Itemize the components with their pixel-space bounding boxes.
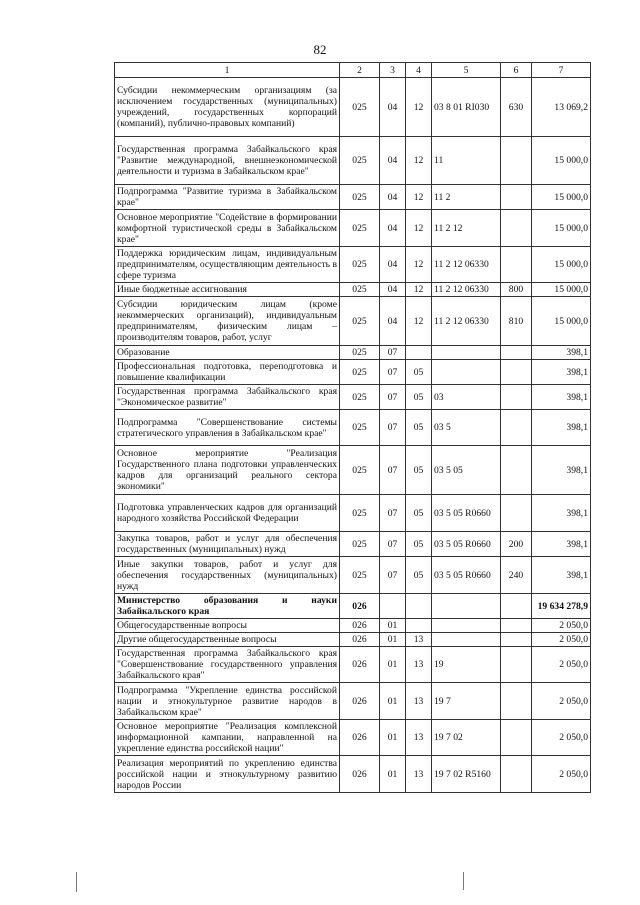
row-rz-cell: 07 [380, 360, 406, 385]
row-ved-cell: 025 [340, 210, 380, 247]
row-name-cell: Иные закупки товаров, работ и услуг для обеспечения государственных (муниципальных) нужд [115, 557, 340, 594]
row-pr-cell: 12 [406, 247, 432, 283]
row-amount-cell: 398,1 [532, 532, 591, 557]
header-cell: 1 [115, 63, 340, 78]
row-rz-cell: 04 [380, 210, 406, 247]
row-amount-cell: 15 000,0 [532, 297, 591, 346]
margin-mark [76, 872, 77, 892]
row-amount-cell: 15 000,0 [532, 210, 591, 247]
row-csr-cell: 19 7 [432, 683, 501, 720]
row-vr-cell [501, 495, 532, 532]
row-pr-cell: 13 [406, 683, 432, 720]
table-row [115, 647, 591, 683]
row-rz-cell: 07 [380, 495, 406, 532]
row-amount-cell: 15 000,0 [532, 247, 591, 283]
row-rz-cell: 07 [380, 532, 406, 557]
row-amount-cell: 398,1 [532, 495, 591, 532]
header-cell: 6 [501, 63, 532, 78]
row-vr-cell [501, 633, 532, 647]
table-row [115, 594, 591, 619]
row-pr-cell [406, 346, 432, 360]
row-name-cell: Образование [115, 346, 340, 360]
row-ved-cell: 025 [340, 185, 380, 210]
row-ved-cell: 026 [340, 647, 380, 683]
table-row [115, 495, 591, 532]
row-rz-cell: 04 [380, 247, 406, 283]
row-pr-cell: 12 [406, 78, 432, 137]
table-row [115, 78, 591, 137]
row-csr-cell: 11 2 12 [432, 210, 501, 247]
row-vr-cell: 240 [501, 557, 532, 594]
table-row [115, 720, 591, 756]
row-amount-cell: 15 000,0 [532, 137, 591, 185]
row-ved-cell: 026 [340, 756, 380, 793]
row-ved-cell: 025 [340, 137, 380, 185]
table-row [115, 360, 591, 385]
table-row [115, 283, 591, 297]
row-pr-cell: 12 [406, 210, 432, 247]
row-amount-cell: 13 069,2 [532, 78, 591, 137]
row-csr-cell: 03 [432, 385, 501, 410]
row-rz-cell: 01 [380, 683, 406, 720]
row-name-cell: Иные бюджетные ассигнования [115, 283, 340, 297]
row-rz-cell: 01 [380, 633, 406, 647]
page-number: 82 [313, 42, 327, 57]
row-ved-cell: 025 [340, 78, 380, 137]
row-csr-cell: 11 2 [432, 185, 501, 210]
row-amount-cell: 398,1 [532, 410, 591, 446]
row-rz-cell: 07 [380, 346, 406, 360]
row-rz-cell: 07 [380, 557, 406, 594]
row-csr-cell [432, 594, 501, 619]
row-pr-cell: 05 [406, 410, 432, 446]
row-csr-cell: 03 5 05 R0660 [432, 532, 501, 557]
row-ved-cell: 026 [340, 594, 380, 619]
row-rz-cell: 07 [380, 410, 406, 446]
table-row [115, 532, 591, 557]
row-rz-cell: 01 [380, 619, 406, 633]
row-name-cell: Подпрограмма "Укрепление единства российской нации и этнокультурное развитие народов в Забайкальском крае" [115, 683, 340, 720]
row-name-cell: Основное мероприятие "Содействие в формировании комфортной туристической среды в Забайкальском крае" [115, 210, 340, 247]
row-ved-cell: 025 [340, 410, 380, 446]
row-vr-cell [501, 619, 532, 633]
row-csr-cell: 11 2 12 06330 [432, 283, 501, 297]
row-amount-cell: 2 050,0 [532, 647, 591, 683]
table-row [115, 247, 591, 283]
row-vr-cell: 800 [501, 283, 532, 297]
row-csr-cell [432, 633, 501, 647]
table-row [115, 297, 591, 346]
row-csr-cell: 19 7 02 [432, 720, 501, 756]
row-vr-cell [501, 360, 532, 385]
row-vr-cell [501, 594, 532, 619]
row-name-cell: Закупка товаров, работ и услуг для обеспечения государственных (муниципальных) нужд [115, 532, 340, 557]
row-name-cell: Субсидии юридическим лицам (кроме некоммерческих организаций), индивидуальным предпринимателям, физическим лицам – производителям товаров, работ, услуг [115, 297, 340, 346]
row-csr-cell: 03 5 05 R0660 [432, 495, 501, 532]
margin-mark [463, 872, 464, 890]
row-ved-cell: 025 [340, 446, 380, 495]
row-pr-cell: 05 [406, 360, 432, 385]
row-csr-cell: 03 8 01 RI030 [432, 78, 501, 137]
row-pr-cell: 12 [406, 283, 432, 297]
row-vr-cell [501, 410, 532, 446]
row-pr-cell [406, 594, 432, 619]
row-rz-cell: 04 [380, 297, 406, 346]
row-name-cell: Государственная программа Забайкальского края "Развитие международной, внешнеэкономической деятельности и туризма в Забайкальском крае" [115, 137, 340, 185]
row-rz-cell: 04 [380, 137, 406, 185]
header-cell: 5 [432, 63, 501, 78]
row-csr-cell: 03 5 05 R0660 [432, 557, 501, 594]
row-csr-cell: 11 2 12 06330 [432, 297, 501, 346]
row-ved-cell: 025 [340, 283, 380, 297]
table-row [115, 185, 591, 210]
row-ved-cell: 026 [340, 720, 380, 756]
row-ved-cell: 026 [340, 683, 380, 720]
row-vr-cell [501, 385, 532, 410]
row-pr-cell: 13 [406, 647, 432, 683]
row-vr-cell [501, 210, 532, 247]
row-name-cell: Другие общегосударственные вопросы [115, 633, 340, 647]
row-amount-cell: 398,1 [532, 446, 591, 495]
row-name-cell: Основное мероприятие "Реализация комплексной информационной кампании, направленной на укрепление единства российской нации" [115, 720, 340, 756]
header-cell: 3 [380, 63, 406, 78]
row-vr-cell [501, 756, 532, 793]
table-body [115, 78, 591, 793]
row-name-cell: Подпрограмма "Совершенствование системы стратегического управления в Забайкальском крае" [115, 410, 340, 446]
row-vr-cell [501, 446, 532, 495]
row-vr-cell [501, 137, 532, 185]
table-row [115, 619, 591, 633]
row-amount-cell: 2 050,0 [532, 720, 591, 756]
row-ved-cell: 026 [340, 619, 380, 633]
row-pr-cell: 05 [406, 385, 432, 410]
table-row [115, 137, 591, 185]
row-pr-cell: 12 [406, 137, 432, 185]
row-csr-cell: 19 7 02 R5160 [432, 756, 501, 793]
row-pr-cell: 05 [406, 495, 432, 532]
row-name-cell: Общегосударственные вопросы [115, 619, 340, 633]
row-csr-cell: 03 5 05 [432, 446, 501, 495]
row-amount-cell: 15 000,0 [532, 185, 591, 210]
table-row [115, 210, 591, 247]
row-name-cell: Министерство образования и науки Забайкальского края [115, 594, 340, 619]
row-ved-cell: 025 [340, 532, 380, 557]
row-rz-cell: 01 [380, 720, 406, 756]
table-row [115, 633, 591, 647]
row-ved-cell: 025 [340, 346, 380, 360]
row-vr-cell: 810 [501, 297, 532, 346]
row-csr-cell: 03 5 [432, 410, 501, 446]
row-name-cell: Подпрограмма "Развитие туризма в Забайкальском крае" [115, 185, 340, 210]
row-vr-cell [501, 683, 532, 720]
row-ved-cell: 025 [340, 360, 380, 385]
row-amount-cell: 398,1 [532, 346, 591, 360]
row-amount-cell: 15 000,0 [532, 283, 591, 297]
table-row [115, 756, 591, 793]
header-cell: 2 [340, 63, 380, 78]
row-name-cell: Государственная программа Забайкальского края "Совершенствование государственного управления Забайкальского края" [115, 647, 340, 683]
row-pr-cell: 13 [406, 756, 432, 793]
row-rz-cell [380, 594, 406, 619]
header-cell: 4 [406, 63, 432, 78]
row-csr-cell [432, 346, 501, 360]
row-rz-cell: 04 [380, 185, 406, 210]
row-csr-cell: 11 2 12 06330 [432, 247, 501, 283]
row-vr-cell [501, 720, 532, 756]
row-ved-cell: 025 [340, 557, 380, 594]
row-amount-cell: 398,1 [532, 360, 591, 385]
table-row [115, 557, 591, 594]
row-name-cell: Поддержка юридическим лицам, индивидуальным предпринимателям, осуществляющим деятельность в сфере туризма [115, 247, 340, 283]
header-cell: 7 [532, 63, 591, 78]
row-rz-cell: 07 [380, 446, 406, 495]
row-vr-cell [501, 346, 532, 360]
row-amount-cell: 2 050,0 [532, 756, 591, 793]
row-name-cell: Основное мероприятие "Реализация Государственного плана подготовки управленческих кадров для организаций реального сектора экономики" [115, 446, 340, 495]
row-amount-cell: 19 634 278,9 [532, 594, 591, 619]
row-vr-cell: 630 [501, 78, 532, 137]
row-amount-cell: 2 050,0 [532, 633, 591, 647]
row-ved-cell: 025 [340, 385, 380, 410]
row-pr-cell: 05 [406, 532, 432, 557]
row-rz-cell: 07 [380, 385, 406, 410]
row-vr-cell [501, 247, 532, 283]
table-row [115, 385, 591, 410]
budget-table [114, 62, 591, 793]
row-csr-cell [432, 619, 501, 633]
row-rz-cell: 04 [380, 283, 406, 297]
row-name-cell: Субсидии некоммерческим организациям (за исключением государственных (муниципальных) учреждений, государственных корпораций (компаний), публично-правовых компаний) [115, 78, 340, 137]
header-row [115, 63, 591, 78]
row-name-cell: Подготовка управленческих кадров для организаций народного хозяйства Российской Федерации [115, 495, 340, 532]
row-csr-cell: 19 [432, 647, 501, 683]
row-csr-cell: 11 [432, 137, 501, 185]
row-pr-cell: 05 [406, 446, 432, 495]
row-rz-cell: 01 [380, 647, 406, 683]
row-pr-cell: 12 [406, 185, 432, 210]
row-vr-cell [501, 185, 532, 210]
row-pr-cell: 12 [406, 297, 432, 346]
row-name-cell: Государственная программа Забайкальского края "Экономическое развитие" [115, 385, 340, 410]
row-pr-cell [406, 619, 432, 633]
row-csr-cell [432, 360, 501, 385]
row-name-cell: Реализация мероприятий по укреплению единства российской нации и этнокультурному развитию народов России [115, 756, 340, 793]
row-ved-cell: 025 [340, 495, 380, 532]
row-amount-cell: 2 050,0 [532, 683, 591, 720]
table-row [115, 346, 591, 360]
table-row [115, 446, 591, 495]
row-name-cell: Профессиональная подготовка, переподготовка и повышение квалификации [115, 360, 340, 385]
row-rz-cell: 01 [380, 756, 406, 793]
row-vr-cell: 200 [501, 532, 532, 557]
row-ved-cell: 025 [340, 297, 380, 346]
table-row [115, 410, 591, 446]
row-pr-cell: 13 [406, 720, 432, 756]
row-amount-cell: 2 050,0 [532, 619, 591, 633]
row-pr-cell: 13 [406, 633, 432, 647]
row-ved-cell: 025 [340, 247, 380, 283]
row-pr-cell: 05 [406, 557, 432, 594]
row-amount-cell: 398,1 [532, 385, 591, 410]
row-ved-cell: 026 [340, 633, 380, 647]
table-row [115, 683, 591, 720]
row-amount-cell: 398,1 [532, 557, 591, 594]
row-vr-cell [501, 647, 532, 683]
row-rz-cell: 04 [380, 78, 406, 137]
